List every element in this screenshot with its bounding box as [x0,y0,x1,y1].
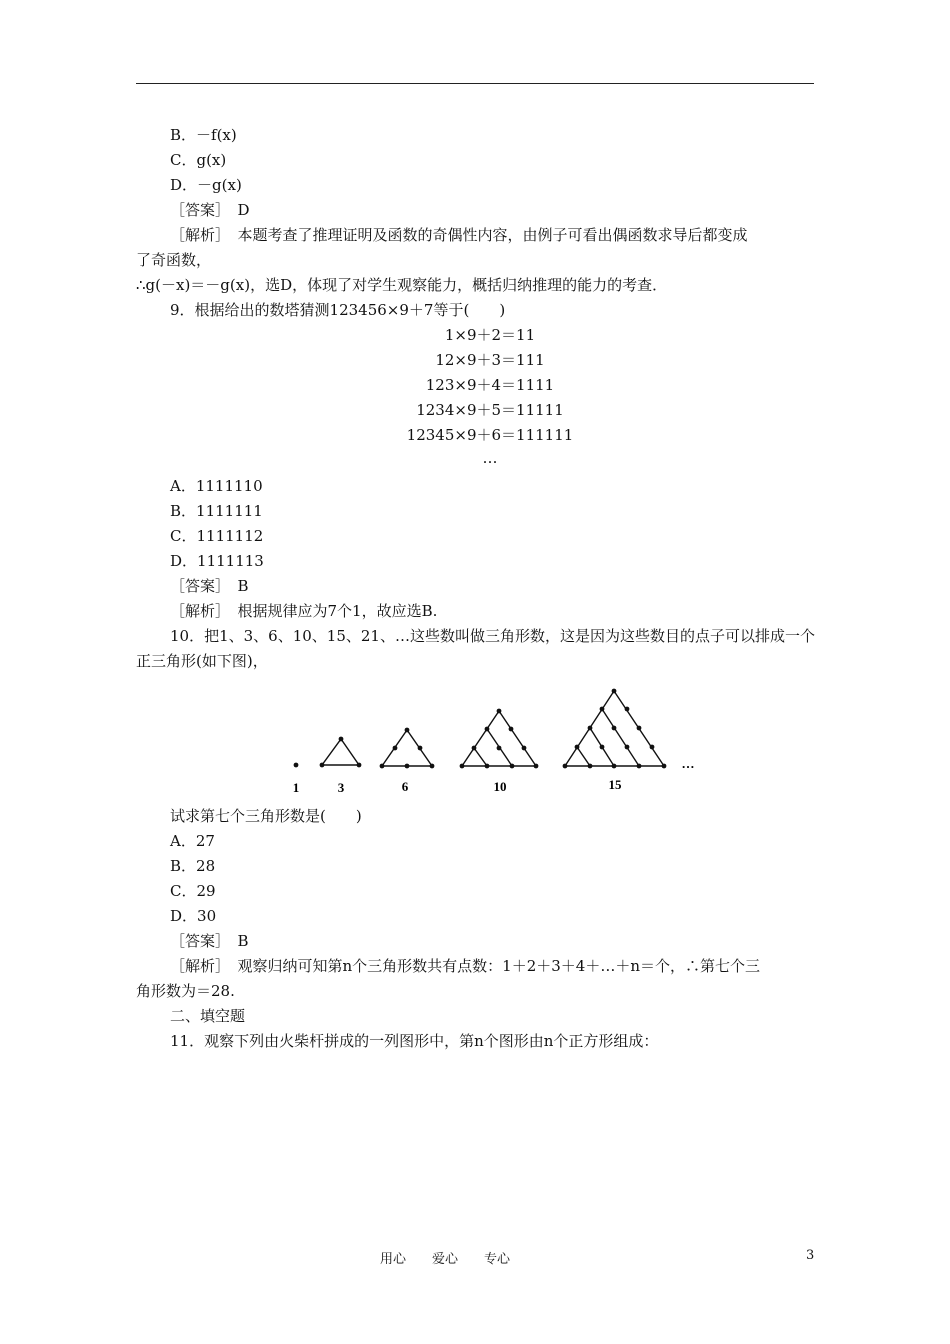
dot [588,726,593,731]
dot [534,764,539,769]
dot [405,728,410,733]
dot [510,764,515,769]
dot [588,764,593,769]
answer-q9: ［答案］ B [170,577,249,595]
dot [405,764,410,769]
tower-ellipsis: … [482,449,498,467]
question-9: 9．根据给出的数塔猜测123456×9＋7等于( ) [170,301,506,319]
tower-row: 123×9＋4＝1111 [425,376,555,394]
dot [600,745,605,750]
option-b-q10: B．28 [170,857,216,875]
figure-label-3: 3 [337,780,345,795]
explanation-q9: ［解析］ 根据规律应为7个1，故应选B. [170,602,438,620]
page-number: 3 [806,1248,815,1263]
dot [294,763,299,768]
option-c-q9: C．1111112 [170,527,264,545]
option-d-q10: D．30 [170,907,217,925]
answer-q10: ［答案］ B [170,932,249,950]
question-10-line3: 试求第七个三角形数是( ) [170,807,362,825]
footer-slogan: 用心 爱心 专心 [380,1252,511,1267]
tower-row: 1×9＋2＝11 [444,326,536,344]
header-rule [136,83,814,84]
explanation-q8-line3: ∴g(－x)＝－g(x)，选D，体现了对学生观察能力，概括归纳推理的能力的考查． [136,276,668,294]
triangle-3-outline [322,739,359,765]
question-10-line2: 正三角形(如下图)， [136,652,268,670]
dot [522,746,527,751]
tower-row: 12345×9＋6＝111111 [406,426,574,444]
option-c-q10: C．29 [170,882,216,900]
figure-label-1: 1 [292,780,300,795]
dot [650,745,655,750]
dot [625,745,630,750]
dot [418,746,423,751]
explanation-q10-line2: 角形数为＝28. [136,982,235,1000]
dot [393,746,398,751]
explanation-q8-line1: ［解析］ 本题考查了推理证明及函数的奇偶性内容，由例子可看出偶函数求导后都变成 [170,226,748,244]
dot [563,764,568,769]
option-a-q10: A．27 [170,832,215,850]
dot [497,746,502,751]
dot [485,727,490,732]
figure-label-15: 15 [608,777,622,792]
dot [339,737,344,742]
dot [320,763,325,768]
tower-row: 1234×9＋5＝11111 [416,401,564,419]
figure-label-10: 10 [493,779,507,794]
question-10-line1: 10．把1、3、6、10、15、21、…这些数叫做三角形数，这是因为这些数目的点子可以排成一个 [170,627,815,645]
dot [637,726,642,731]
triangular-numbers-figure [0,680,950,800]
answer-q8: ［答案］ D [170,201,250,219]
dot [625,707,630,712]
dot [575,745,580,750]
explanation-q8-line2: 了奇函数， [136,251,212,269]
dot [497,709,502,714]
dot [460,764,465,769]
option-b-q9: B．1111111 [170,502,263,520]
dot [612,726,617,731]
option-b-q8: B．－f(x) [170,126,237,144]
dot [430,764,435,769]
dot [600,707,605,712]
dot [485,764,490,769]
tower-row: 12×9＋3＝111 [435,351,545,369]
dot [380,764,385,769]
dot [509,727,514,732]
dot [472,746,477,751]
dot [357,763,362,768]
dot [637,764,642,769]
dot [662,764,667,769]
triangle-6-outline [382,730,432,766]
dot [612,764,617,769]
triangle-10-outline [462,711,536,766]
question-11: 11．观察下列由火柴杆拼成的一列图形中，第n个图形由n个正方形组成： [170,1032,659,1050]
option-d-q9: D．1111113 [170,552,264,570]
figure-ellipsis: … [681,756,695,771]
explanation-q10-line1: ［解析］ 观察归纳可知第n个三角形数共有点数：1＋2＋3＋4＋…＋n＝个，∴第七个三 [170,957,760,975]
dot [612,689,617,694]
figure-label-6: 6 [401,779,409,794]
option-a-q9: A．1111110 [170,477,263,495]
option-c-q8: C．g(x) [170,151,227,169]
option-d-q8: D．－g(x) [170,176,242,194]
section-heading: 二、填空题 [170,1007,246,1025]
